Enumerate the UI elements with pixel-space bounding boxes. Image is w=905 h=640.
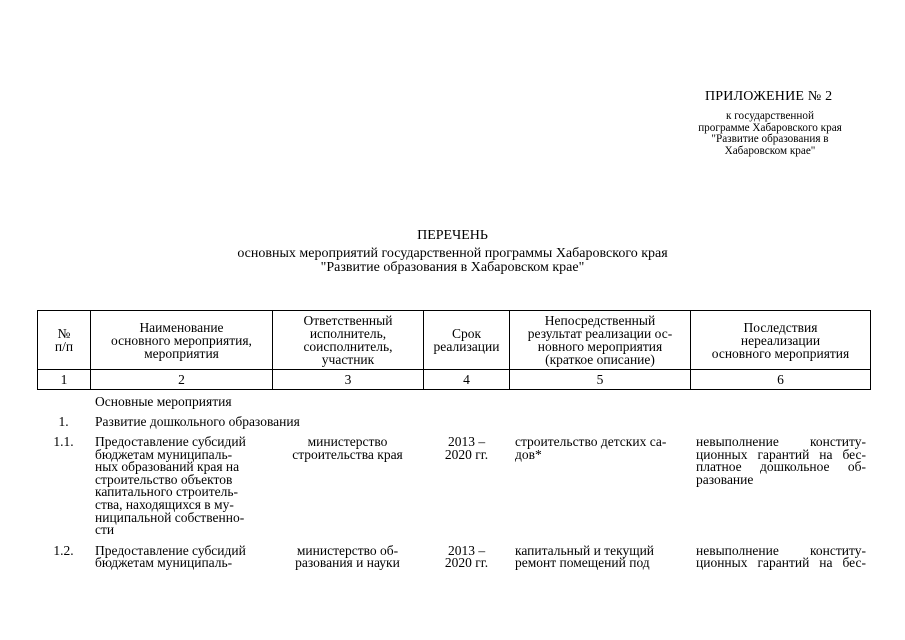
header-cell-number: № п/п: [38, 311, 91, 370]
column-number: 3: [273, 370, 424, 390]
row-result: строительство детских са- дов*: [515, 434, 667, 462]
row-name: Предоставление субсидий бюджетам муниципаль- ных образований края на строительство объектов капитального строитель- ства, находящихся в му- ниципальной собственно- сти: [95, 434, 246, 538]
row-period: 2013 – 2020 гг.: [444, 542, 489, 571]
section-row-1: [37, 416, 871, 436]
table-row: [37, 436, 871, 537]
row-number: 1.2.: [53, 542, 74, 558]
header-cell-result: Непосредственный результат реализации ос- новного мероприятия (краткое описание): [510, 311, 691, 370]
table-row: [37, 545, 871, 570]
document-title: ПЕРЕЧЕНЬ: [417, 228, 488, 243]
section-main-label: Основные мероприятия: [95, 394, 232, 409]
row-consequence: невыполнение конститу- ционных гарантий на бес- платное дошкольное об- разование: [696, 434, 866, 487]
subtitle-line: "Развитие образования в Хабаровском крае": [320, 260, 585, 275]
appendix-line: программе Хабаровского края: [698, 121, 842, 134]
appendix-line: Хабаровском крае": [724, 144, 816, 157]
row-result: капитальный и текущий ремонт помещений под: [515, 542, 655, 571]
row-name: Предоставление субсидий бюджетам муниципаль-: [95, 542, 246, 571]
row-consequence: невыполнение конститу- ционных гарантий на бес-: [696, 542, 866, 571]
section-row-main: [37, 396, 871, 416]
column-number: 5: [510, 370, 691, 390]
header-cell-name: Наименование основного мероприятия, мероприятия: [91, 311, 273, 370]
body-table: [37, 396, 871, 570]
section-title: Развитие дошкольного образования: [95, 414, 300, 429]
column-number: 6: [691, 370, 871, 390]
column-number: 2: [91, 370, 273, 390]
row-executor: министерство строительства края: [292, 434, 403, 462]
document-subtitle: [150, 247, 755, 275]
subtitle-line: основных мероприятий государственной программы Хабаровского края: [237, 246, 668, 261]
appendix-line: "Развитие образования в: [711, 133, 829, 145]
column-number: 4: [424, 370, 510, 390]
appendix-title: ПРИЛОЖЕНИЕ № 2: [705, 89, 833, 104]
column-number-row: [38, 370, 871, 390]
row-number: 1.1.: [53, 434, 74, 449]
appendix-line: к государственной: [726, 110, 814, 122]
column-number: 1: [38, 370, 91, 390]
header-table: [37, 310, 871, 390]
appendix-subtitle: [670, 111, 870, 157]
row-period: 2013 – 2020 гг.: [444, 434, 489, 462]
section-number: 1.: [58, 414, 69, 429]
table-header-row: [38, 311, 871, 370]
header-cell-period: Срок реализации: [424, 311, 510, 370]
row-executor: министерство об- разования и науки: [295, 542, 400, 571]
header-cell-executor: Ответственный исполнитель, соисполнитель, участник: [273, 311, 424, 370]
header-cell-consequence: Последствия нереализации основного мероприятия: [691, 311, 871, 370]
